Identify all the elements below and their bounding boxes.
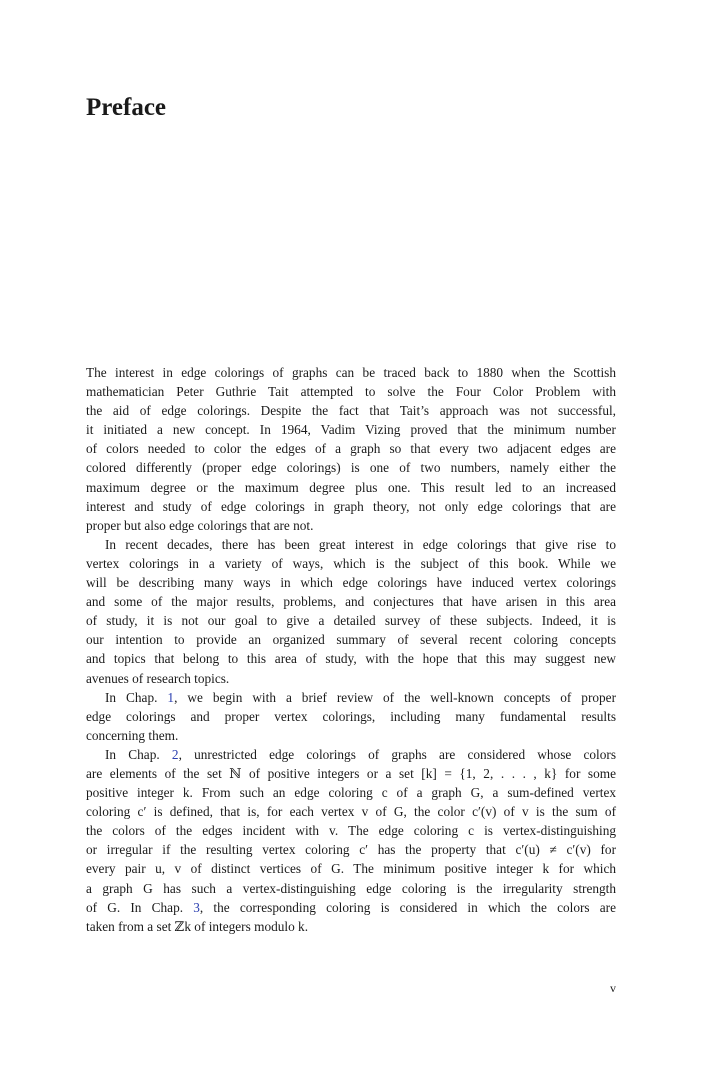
text-line: coloring c′ is defined, that is, for each vertex v of G, the color c′(v) of v is the sum of [86, 804, 616, 820]
text-line-chap3-link[interactable]: of G. In Chap. 3, the corresponding coloring is considered in which the colors are [86, 899, 616, 915]
preface-body [86, 363, 616, 936]
text-line: mathematician Peter Guthrie Tait attempted to solve the Four Color Problem with [86, 384, 616, 400]
text-line: the colors of the edges incident with v. The edge coloring c is vertex-distinguishing [86, 823, 616, 839]
text-line-chap1-link[interactable]: In Chap. 1, we begin with a brief review of the well-known concepts of proper [105, 689, 616, 705]
text-line: our intention to provide an organized summary of several recent coloring concepts [86, 632, 616, 648]
text-line: proper but also edge colorings that are not. [86, 517, 314, 533]
text-line: will be describing many ways in which edge colorings have induced vertex colorings [86, 575, 616, 591]
text-line: concerning them. [86, 727, 179, 743]
chapter-link[interactable]: 2 [171, 746, 179, 762]
text-line: colored differently (proper edge colorings) is one of two numbers, namely either the [86, 460, 616, 476]
text-line: or irregular if the resulting vertex coloring c′ has the property that c′(u) ≠ c′(v) for [86, 842, 616, 858]
text-line: of colors needed to color the edges of a graph so that every two adjacent edges are [86, 441, 616, 457]
chapter-link[interactable]: 1 [167, 689, 175, 705]
text-line: of study, it is not our goal to give a detailed survey of these subjects. Indeed, it is [86, 613, 616, 629]
text-line: maximum degree or the maximum degree plus one. This result led to an increased [86, 479, 616, 495]
text-line: avenues of research topics. [86, 670, 230, 686]
text-line: vertex colorings in a variety of ways, which is the subject of this book. While we [86, 555, 616, 571]
text-line: edge colorings and proper vertex colorings, including many fundamental results [86, 708, 616, 724]
page-title: Preface [86, 94, 167, 121]
text-line: interest and study of edge colorings in graph theory, not only edge colorings that are [86, 498, 616, 514]
text-line: the aid of edge colorings. Despite the fact that Tait’s approach was not successful, [86, 403, 616, 419]
text-line: every pair u, v of distinct vertices of G. The minimum positive integer k for which [86, 861, 616, 877]
text-line: In recent decades, there has been great interest in edge colorings that give rise to [105, 536, 616, 552]
text-line: it initiated a new concept. In 1964, Vadim Vizing proved that the minimum number [86, 422, 616, 438]
text-line: are elements of the set ℕ of positive integers or a set [k] = {1, 2, . . . , k} for some [86, 765, 616, 781]
text-line-chap2-link[interactable]: In Chap. 2, unrestricted edge colorings of graphs are considered whose colors [105, 746, 616, 762]
text-line: and topics that belong to this area of study, with the hope that this may suggest new [86, 651, 616, 667]
text-line: positive integer k. From such an edge coloring c of a graph G, a sum-defined vertex [86, 785, 616, 801]
text-line: and some of the major results, problems, and conjectures that have arisen in this area [86, 594, 616, 610]
text-line: a graph G has such a vertex-distinguishing edge coloring is the irregularity strength [86, 880, 616, 896]
page-number: v [610, 981, 616, 995]
text-line: taken from a set ℤk of integers modulo k. [86, 918, 309, 934]
text-line: The interest in edge colorings of graphs can be traced back to 1880 when the Scottish [86, 365, 616, 380]
chapter-link[interactable]: 3 [193, 899, 200, 915]
